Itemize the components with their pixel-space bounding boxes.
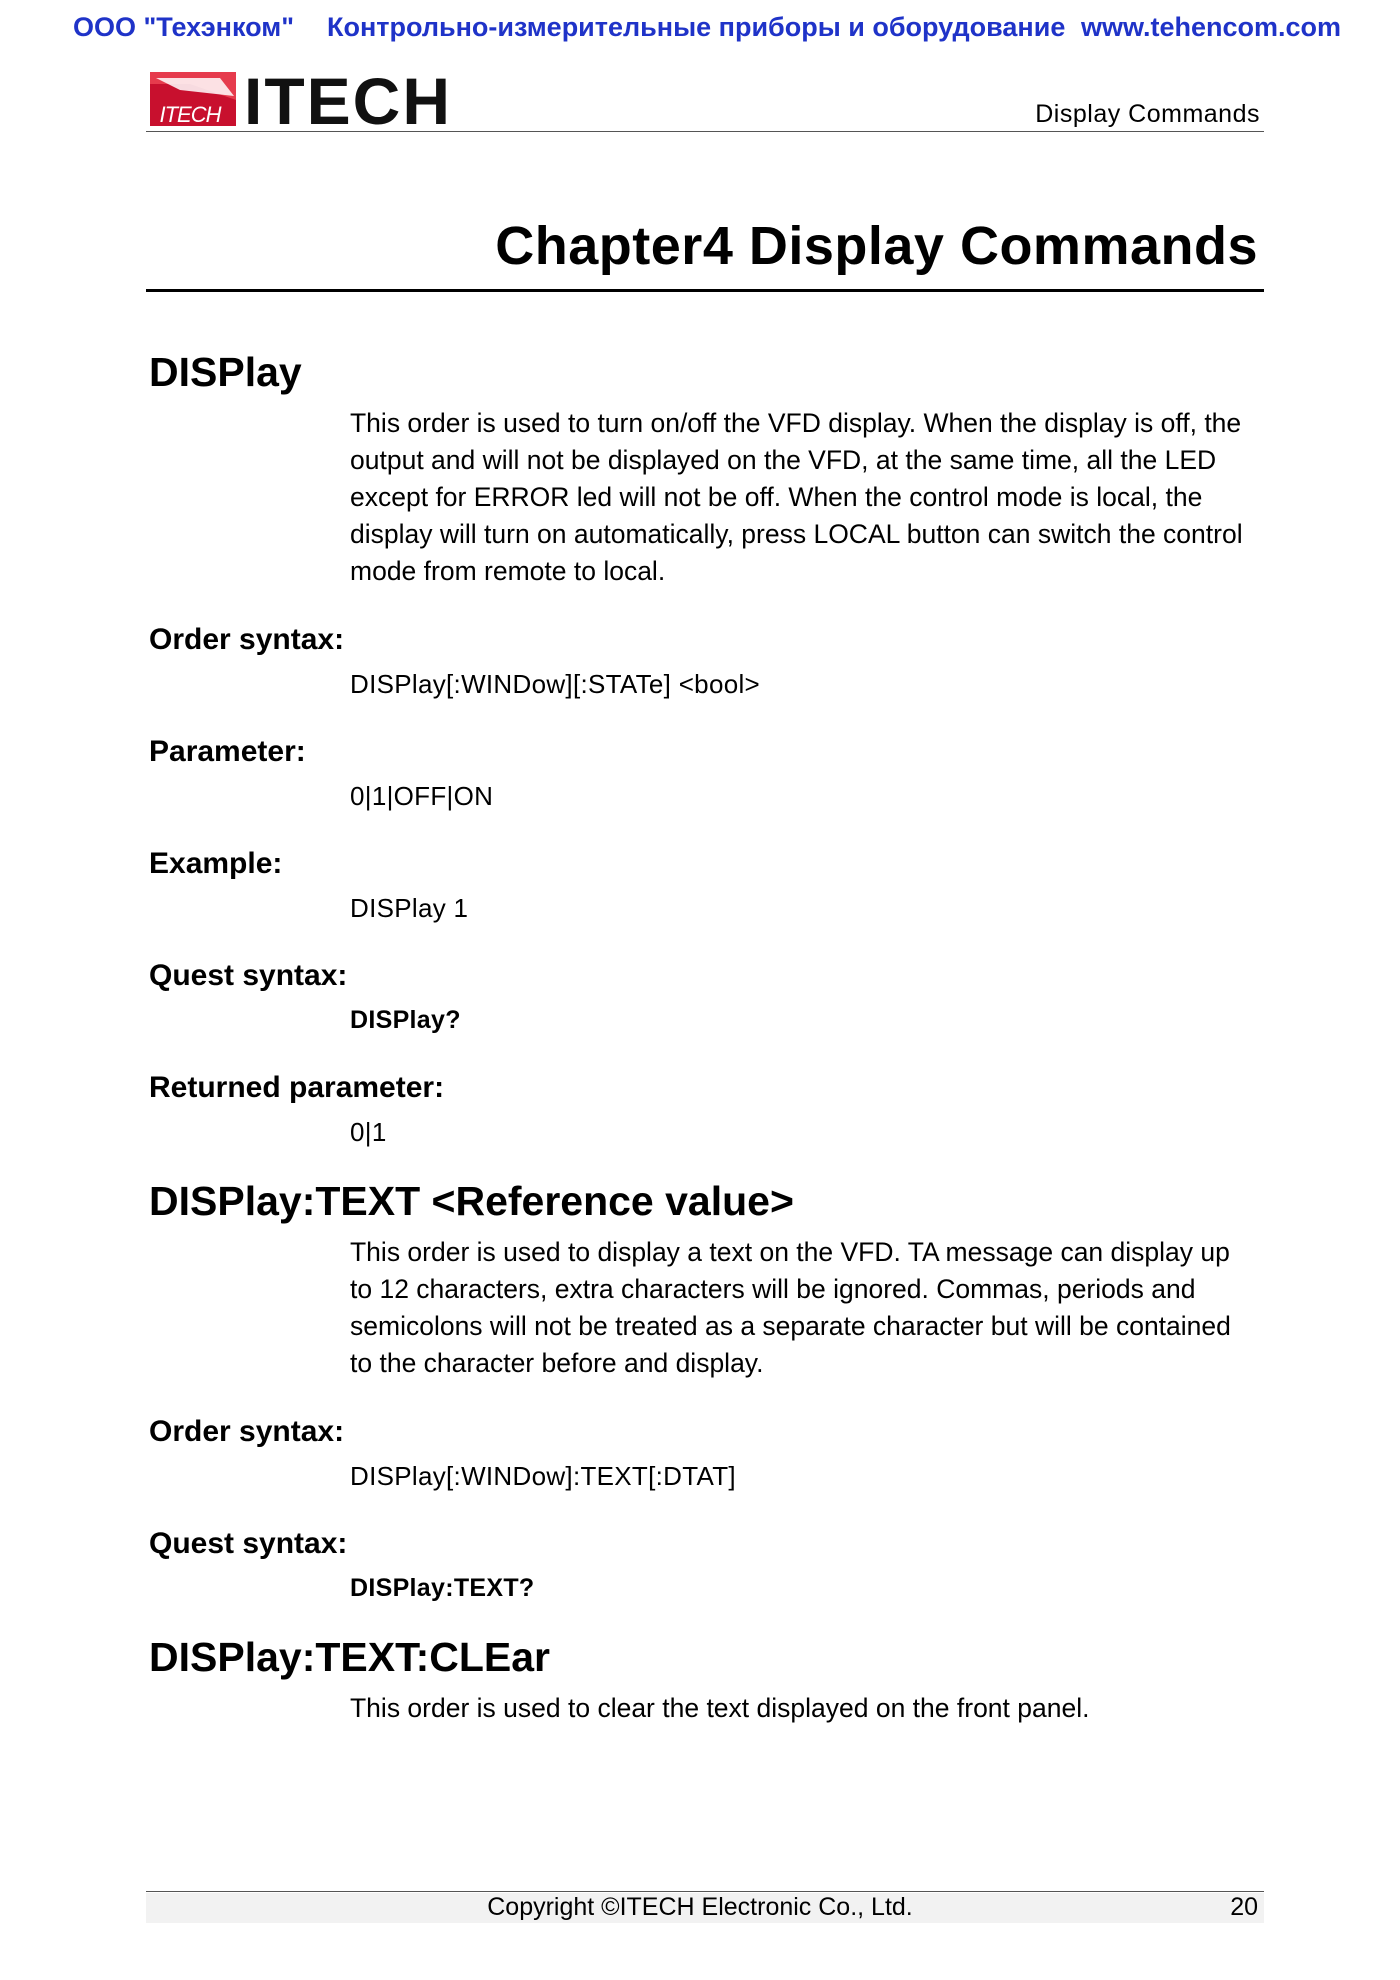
order-syntax-value: DISPlay[:WINDow]:TEXT[:DTAT] (350, 1461, 736, 1491)
itech-logo (150, 70, 466, 130)
example-label: Example: (149, 847, 283, 880)
example-value: DISPlay 1 (350, 893, 469, 923)
order-syntax-value: DISPlay[:WINDow][:STATe] <bool> (350, 669, 761, 699)
logo-wordmark: ITECH (244, 70, 452, 130)
quest-syntax-value: DISPlay? (350, 1006, 461, 1034)
page-number: 20 (1230, 1893, 1258, 1921)
quest-syntax-value: DISPlay:TEXT? (350, 1574, 535, 1602)
tagline-link[interactable]: Контрольно-измерительные приборы и оборудование (327, 12, 1066, 42)
command-section-display-text (149, 1174, 1264, 1606)
order-syntax-block (149, 620, 1264, 702)
command-heading: DISPlay (149, 349, 302, 395)
quest-syntax-label: Quest syntax: (149, 1527, 348, 1560)
command-section-display (149, 345, 1264, 1150)
chapter-title: Chapter4 Display Commands (495, 216, 1258, 276)
command-description: This order is used to clear the text displayed on the front panel. (350, 1693, 1090, 1723)
command-description: This order is used to turn on/off the VFD display. When the display is off, the output and will not be displayed on the VFD, at the same time, all the LED except for ERROR led will not be off. When the control mode is local, the display will turn on automatically, press LOCAL button can switch the control mode from remote to local. (350, 408, 1243, 586)
command-section-display-text-clear (149, 1630, 1264, 1727)
command-heading: DISPlay:TEXT <Reference value> (149, 1178, 794, 1224)
quest-syntax-label: Quest syntax: (149, 959, 348, 992)
company-link[interactable]: ООО "Техэнком" (73, 12, 295, 42)
parameter-label: Parameter: (149, 735, 306, 768)
running-head: Display Commands (1035, 100, 1260, 128)
command-description: This order is used to display a text on the VFD. TA message can display up to 12 characters, extra characters will be ignored. Commas, periods and semicolons will not be treated as a separate character but will be contained to the character before and display. (350, 1237, 1231, 1378)
quest-syntax-block (149, 956, 1264, 1038)
logo-badge-text: ITECH (159, 102, 221, 127)
top-banner (0, 12, 1400, 48)
order-syntax-block (149, 1412, 1264, 1494)
order-syntax-label: Order syntax: (149, 1415, 345, 1448)
order-syntax-label: Order syntax: (149, 623, 345, 656)
footer-copyright: Copyright ©ITECH Electronic Co., Ltd. (487, 1893, 913, 1921)
website-link[interactable]: www.tehencom.com (1081, 12, 1342, 42)
returned-parameter-block (149, 1068, 1264, 1150)
command-heading: DISPlay:TEXT:CLEar (149, 1634, 550, 1680)
parameter-block (149, 732, 1264, 814)
returned-parameter-label: Returned parameter: (149, 1071, 445, 1104)
returned-parameter-value: 0|1 (350, 1117, 387, 1147)
example-block (149, 844, 1264, 926)
footer-rule (146, 1891, 1264, 1892)
chapter-rule (146, 289, 1264, 292)
parameter-value: 0|1|OFF|ON (350, 781, 494, 811)
quest-syntax-block (149, 1524, 1264, 1606)
header-rule (146, 131, 1264, 132)
page-content (149, 345, 1264, 1727)
